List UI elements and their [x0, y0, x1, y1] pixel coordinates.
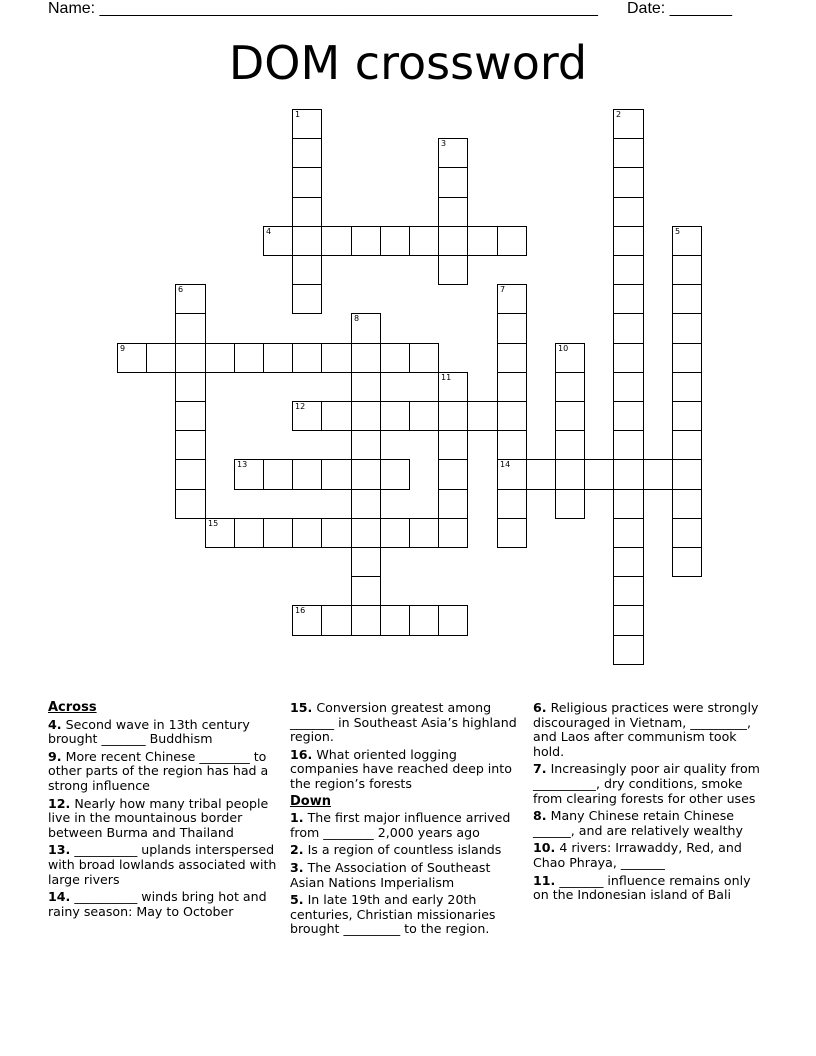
grid-cell[interactable] — [380, 343, 410, 373]
date-field-label: Date: _______ — [627, 0, 732, 17]
grid-cell[interactable] — [351, 430, 381, 460]
grid-cell[interactable] — [351, 489, 381, 519]
clue-down-6: 6. Religious practices were strongly discouraged in Vietnam, _________, and Laos after communism took hold. — [533, 700, 759, 759]
grid-cell[interactable] — [438, 430, 468, 460]
grid-cell[interactable] — [672, 401, 702, 431]
grid-cell[interactable] — [497, 518, 527, 548]
grid-cell[interactable] — [555, 401, 585, 431]
grid-cell[interactable] — [438, 605, 468, 636]
grid-cell[interactable] — [292, 138, 322, 168]
grid-cell[interactable] — [555, 430, 585, 460]
grid-cell[interactable] — [351, 518, 381, 548]
grid-cell[interactable] — [263, 226, 293, 256]
grid-cell[interactable] — [613, 226, 644, 256]
grid-cell[interactable] — [613, 284, 644, 314]
grid-cell[interactable] — [380, 605, 410, 636]
clues-column-3 — [533, 701, 769, 906]
grid-cell[interactable] — [409, 401, 439, 431]
grid-cell[interactable] — [321, 343, 352, 373]
grid-cell[interactable] — [613, 430, 644, 460]
clues-column-1 — [48, 701, 284, 922]
cell-number: 12 — [295, 402, 306, 411]
grid-cell[interactable] — [438, 255, 468, 285]
clue-across-16: 16. What oriented logging companies have reached deep into the region’s forests — [290, 746, 512, 791]
grid-cell[interactable] — [205, 518, 235, 548]
grid-cell[interactable] — [555, 489, 585, 519]
grid-cell[interactable] — [672, 459, 702, 490]
grid-cell[interactable] — [292, 109, 322, 139]
grid-cell[interactable] — [263, 343, 293, 373]
grid-cell[interactable] — [584, 459, 614, 490]
grid-cell[interactable] — [438, 226, 468, 256]
grid-cell[interactable] — [351, 372, 381, 402]
grid-cell[interactable] — [321, 459, 352, 490]
clue-across-13: 13. __________ uplands interspersed with broad lowlands associated with large rivers — [48, 842, 277, 887]
cell-number: 11 — [441, 373, 452, 382]
cell-number: 2 — [616, 110, 622, 119]
grid-cell[interactable] — [351, 605, 381, 636]
grid-cell[interactable] — [351, 226, 381, 256]
grid-cell[interactable] — [263, 518, 293, 548]
cell-number: 15 — [208, 519, 219, 528]
grid-cell[interactable] — [672, 255, 702, 285]
grid-cell[interactable] — [467, 226, 498, 256]
grid-cell[interactable] — [292, 401, 322, 431]
grid-cell[interactable] — [409, 343, 439, 373]
grid-cell[interactable] — [409, 226, 439, 256]
grid-cell[interactable] — [497, 430, 527, 460]
clue-across-12: 12. Nearly how many tribal people live in the mountainous border between Burma and Thailand — [48, 795, 269, 840]
grid-cell[interactable] — [380, 459, 410, 490]
grid-cell[interactable] — [613, 372, 644, 402]
cell-number: 5 — [675, 227, 681, 236]
grid-cell[interactable] — [497, 372, 527, 402]
grid-cell[interactable] — [292, 255, 322, 285]
grid-cell[interactable] — [292, 226, 322, 256]
clue-down-2: 2. Is a region of countless islands — [290, 842, 502, 858]
grid-cell[interactable] — [234, 343, 264, 373]
grid-cell[interactable] — [292, 605, 322, 636]
grid-cell[interactable] — [351, 401, 381, 431]
grid-cell[interactable] — [555, 343, 585, 373]
grid-cell[interactable] — [380, 401, 410, 431]
grid-cell[interactable] — [409, 518, 439, 548]
grid-cell[interactable] — [672, 430, 702, 460]
clue-down-8: 8. Many Chinese retain Chinese ______, and are relatively wealthy — [533, 808, 743, 838]
grid-cell[interactable] — [438, 489, 468, 519]
grid-cell[interactable] — [613, 459, 644, 490]
grid-cell[interactable] — [380, 226, 410, 256]
grid-cell[interactable] — [497, 313, 527, 344]
cell-number: 7 — [500, 285, 506, 294]
grid-cell[interactable] — [175, 284, 206, 314]
cell-number: 9 — [120, 344, 126, 353]
grid-cell[interactable] — [438, 372, 468, 402]
grid-cell[interactable] — [613, 343, 644, 373]
grid-cell[interactable] — [117, 343, 147, 373]
grid-cell[interactable] — [234, 459, 264, 490]
cell-number: 4 — [266, 227, 272, 236]
grid-cell[interactable] — [613, 489, 644, 519]
grid-cell[interactable] — [292, 459, 322, 490]
grid-cell[interactable] — [555, 372, 585, 402]
grid-cell[interactable] — [613, 167, 644, 198]
grid-cell[interactable] — [292, 167, 322, 198]
grid-cell[interactable] — [613, 547, 644, 577]
grid-cell[interactable] — [613, 313, 644, 344]
grid-cell[interactable] — [205, 343, 235, 373]
grid-cell[interactable] — [438, 138, 468, 168]
grid-cell[interactable] — [351, 459, 381, 490]
cell-number: 6 — [178, 285, 184, 294]
clue-down-5: 5. In late 19th and early 20th centuries, Christian missionaries brought _________ to the region. — [290, 892, 496, 937]
grid-cell[interactable] — [643, 459, 673, 490]
clue-down-1: 1. The first major influence arrived from ________ 2,000 years ago — [290, 810, 511, 840]
grid-cell[interactable] — [497, 401, 527, 431]
grid-cell[interactable] — [672, 343, 702, 373]
grid-cell[interactable] — [409, 605, 439, 636]
page-title: DOM crossword — [228, 36, 588, 90]
grid-cell[interactable] — [613, 518, 644, 548]
clue-across-9: 9. More recent Chinese ________ to other parts of the region has had a strong influence — [48, 748, 269, 793]
grid-cell[interactable] — [263, 459, 293, 490]
clue-down-10: 10. 4 rivers: Irrawaddy, Red, and Chao Phraya, _______ — [533, 840, 742, 870]
cell-number: 3 — [441, 139, 447, 148]
grid-cell[interactable] — [175, 459, 206, 490]
grid-cell[interactable] — [613, 109, 644, 139]
grid-cell[interactable] — [438, 459, 468, 490]
grid-cell[interactable] — [526, 459, 556, 490]
cell-number: 10 — [558, 344, 569, 353]
cell-number: 14 — [500, 460, 511, 469]
grid-cell[interactable] — [146, 343, 176, 373]
grid-cell[interactable] — [555, 459, 585, 490]
grid-cell[interactable] — [672, 284, 702, 314]
grid-cell[interactable] — [613, 635, 644, 665]
grid-cell[interactable] — [438, 518, 468, 548]
clue-across-4: 4. Second wave in 13th century brought _______ Buddhism — [48, 716, 250, 747]
grid-cell[interactable] — [292, 284, 322, 314]
grid-cell[interactable] — [438, 167, 468, 198]
grid-cell[interactable] — [438, 401, 468, 431]
grid-cell[interactable] — [380, 518, 410, 548]
grid-cell[interactable] — [672, 372, 702, 402]
grid-cell[interactable] — [321, 605, 352, 636]
clue-down-11: 11. _______ influence remains only on the Indonesian island of Bali — [533, 872, 751, 903]
grid-cell[interactable] — [175, 372, 206, 402]
clue-down-3: 3. The Association of Southeast Asian Nations Imperialism — [290, 859, 491, 890]
grid-cell[interactable] — [175, 430, 206, 460]
grid-cell[interactable] — [672, 226, 702, 256]
grid-cell[interactable] — [497, 226, 527, 256]
cell-number: 16 — [295, 606, 306, 615]
grid-cell[interactable] — [613, 197, 644, 227]
grid-cell[interactable] — [292, 197, 322, 227]
grid-cell[interactable] — [497, 343, 527, 373]
grid-cell[interactable] — [613, 605, 644, 636]
grid-cell[interactable] — [234, 518, 264, 548]
grid-cell[interactable] — [613, 576, 644, 606]
grid-cell[interactable] — [175, 489, 206, 519]
clue-across-14: 14. __________ winds bring hot and rainy season: May to October — [48, 889, 267, 919]
grid-cell[interactable] — [351, 313, 381, 344]
clues-column-2 — [290, 701, 526, 940]
clue-down-7: 7. Increasingly poor air quality from __________, dry conditions, smoke from clearing forests for other uses — [533, 761, 760, 806]
grid-cell[interactable] — [613, 255, 644, 285]
grid-cell[interactable] — [321, 518, 352, 548]
grid-cell[interactable] — [351, 343, 381, 373]
grid-cell[interactable] — [321, 401, 352, 431]
grid-cell[interactable] — [438, 197, 468, 227]
grid-cell[interactable] — [292, 518, 322, 548]
cell-number: 1 — [295, 110, 301, 119]
grid-cell[interactable] — [497, 459, 527, 490]
grid-cell[interactable] — [497, 284, 527, 314]
grid-cell[interactable] — [351, 576, 381, 606]
across-heading: Across — [48, 700, 97, 715]
cell-number: 13 — [237, 460, 248, 469]
down-heading: Down — [290, 793, 331, 809]
grid-cell[interactable] — [467, 401, 498, 431]
name-field-label: Name: ________________________________________________________ — [48, 0, 598, 17]
grid-cell[interactable] — [613, 138, 644, 168]
grid-cell[interactable] — [613, 401, 644, 431]
clue-across-15: 15. Conversion greatest among _______ in Southeast Asia’s highland region. — [290, 700, 517, 745]
grid-cell[interactable] — [175, 313, 206, 344]
grid-cell[interactable] — [672, 547, 702, 577]
grid-cell[interactable] — [672, 489, 702, 519]
cell-number: 8 — [354, 314, 360, 323]
grid-cell[interactable] — [351, 547, 381, 577]
grid-cell[interactable] — [175, 401, 206, 431]
grid-cell[interactable] — [497, 489, 527, 519]
grid-cell[interactable] — [672, 518, 702, 548]
grid-cell[interactable] — [175, 343, 206, 373]
grid-cell[interactable] — [321, 226, 352, 256]
grid-cell[interactable] — [292, 343, 322, 373]
grid-cell[interactable] — [672, 313, 702, 344]
